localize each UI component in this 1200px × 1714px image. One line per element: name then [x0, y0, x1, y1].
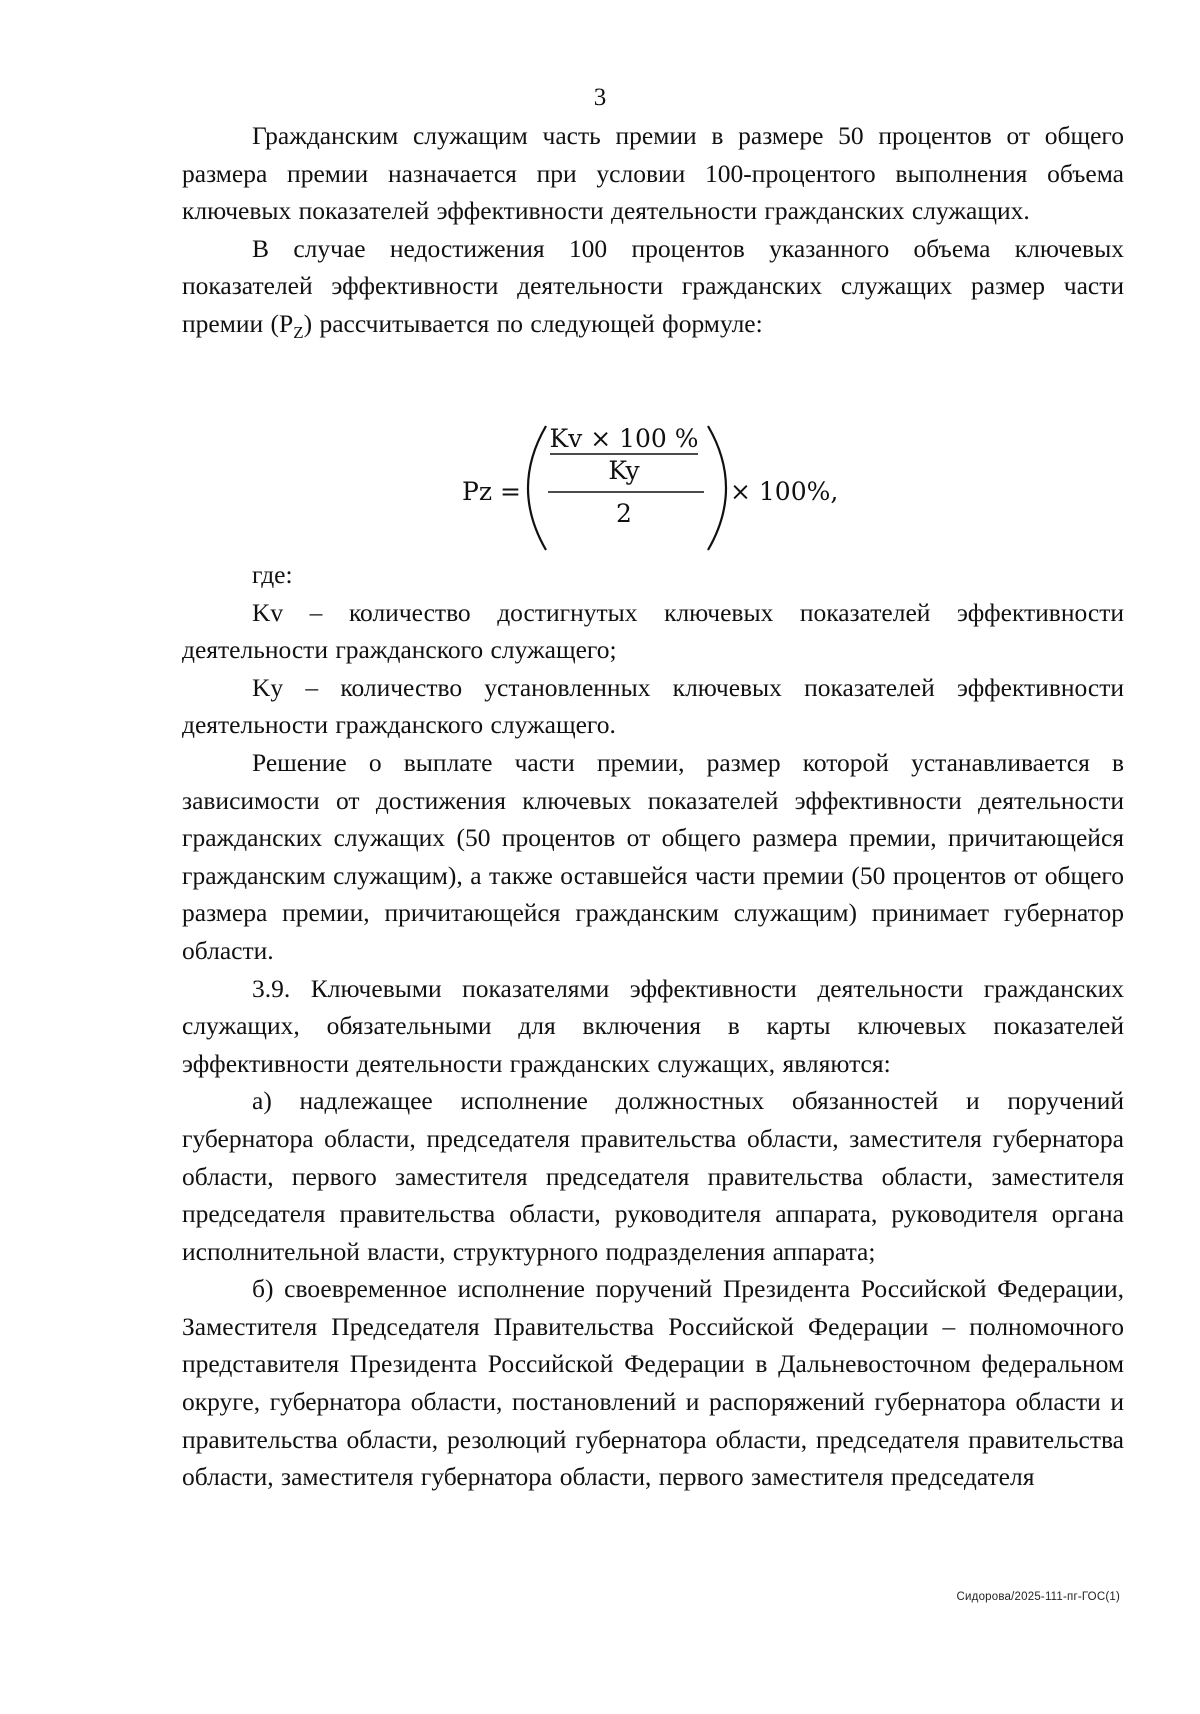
formula-intro-lead: В случае недостижения 100 процентов указанного объема ключевых показателей эффективности деятельности гражданских служащих размер части премии (P: [182, 233, 1124, 338]
formula-inner-denominator: Ky: [608, 456, 640, 485]
right-paren: [708, 426, 726, 550]
formula-lhs: Pz =: [462, 477, 521, 506]
document-reference-footer: Сидорова/2025-111-пг-ГОС(1): [956, 1591, 1120, 1603]
text-block-top: [182, 117, 1124, 352]
formula-graphic: [0, 418, 1200, 558]
formula-outer-denominator: 2: [616, 499, 632, 528]
formula-intro-subscript: Z: [293, 323, 304, 343]
paragraph-item-b: б) своевременное исполнение поручений Президента Российской Федерации, Заместителя Председателя Правительства Российской Федерации – полномочного представителя Президента Российской Федерации в Дальневосточном федеральном округе, губернатора области, постановлений и распоряжений губернатора области и правительства области, резолюций губернатора области, председателя правительства области, заместителя губернатора области, первого заместителя председателя: [182, 1274, 1124, 1492]
paragraph-decision: Решение о выплате части премии, размер которой устанавливается в зависимости от достижения ключевых показателей эффективности деятельности гражданских служащих (50 процентов от общего размера премии, причитающейся гражданским служащим), а также оставшейся части премии (50 процентов от общего размера премии, причитающейся гражданским служащим) принимает губернатор области.: [182, 747, 1124, 965]
paragraph-kv-definition: Kv – количество достигнутых ключевых показателей эффективности деятельности гражданского служащего;: [182, 597, 1124, 665]
formula: [0, 418, 1200, 558]
page-number: 3: [593, 84, 607, 111]
formula-numerator: Kv × 100 %: [549, 424, 699, 453]
left-paren: [528, 426, 546, 550]
paragraph-premium-condition: Гражданским служащим часть премии в размере 50 процентов от общего размера премии назначается при условии 100-процентого выполнения объема ключевых показателей эффективности деятельности гражданских служащих.: [182, 121, 1124, 226]
paragraph-where: где:: [252, 560, 293, 589]
paragraph-item-a: а) надлежащее исполнение должностных обязанностей и поручений губернатора области, председателя правительства области, заместителя губернатора области, первого заместителя председателя правительства области, заместителя председателя правительства области, руководителя аппарата, руководителя органа исполнительной власти, структурного подразделения аппарата;: [182, 1086, 1124, 1266]
text-block-bottom: [182, 556, 1124, 1496]
formula-rhs: × 100%,: [730, 477, 839, 506]
paragraph-ky-definition: Ky – количество установленных ключевых показателей эффективности деятельности гражданского служащего.: [182, 672, 1124, 740]
formula-intro-tail: ) рассчитывается по следующей формуле:: [303, 308, 763, 338]
paragraph-formula-intro: [182, 230, 1124, 352]
paragraph-3-9: 3.9. Ключевыми показателями эффективности деятельности гражданских служащих, обязательными для включения в карты ключевых показателей эффективности деятельности гражданских служащих, являются:: [182, 973, 1124, 1078]
